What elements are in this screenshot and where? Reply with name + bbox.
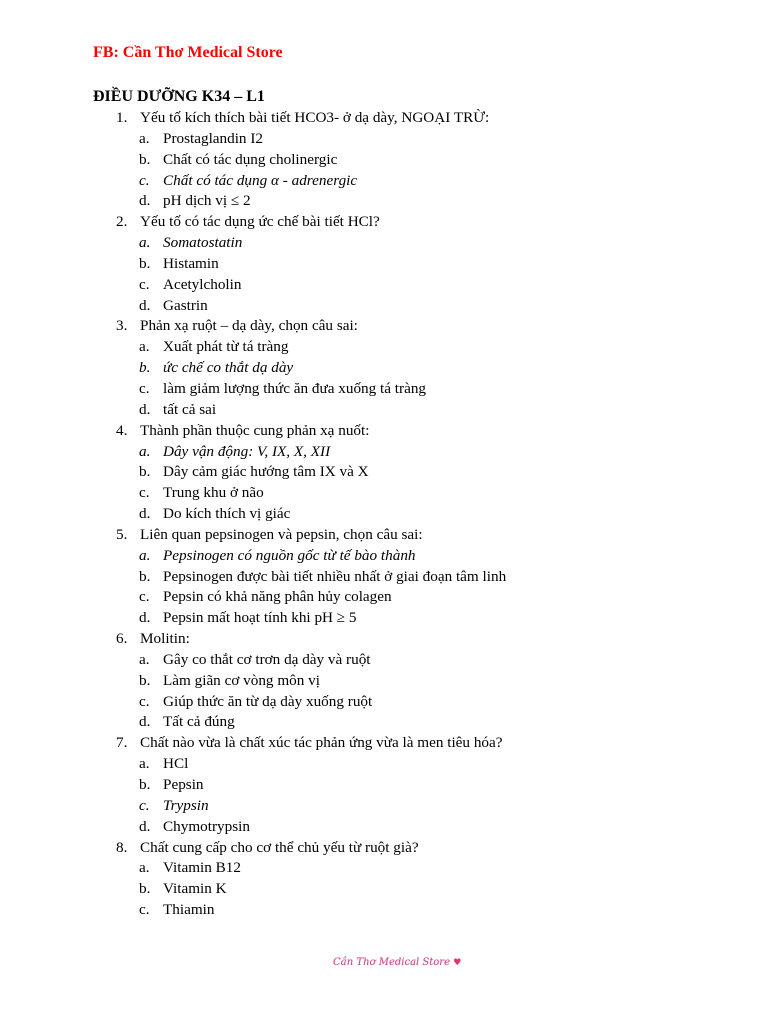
option-letter: b. <box>139 254 151 272</box>
question <box>0 212 768 233</box>
logo-text: Cần Thơ Medical Store <box>333 957 450 968</box>
option-letter: c. <box>139 379 150 397</box>
answer-option <box>0 129 768 150</box>
question-text: Molitin: <box>140 630 190 648</box>
document-title: ĐIỀU DƯỠNG K34 – L1 <box>93 88 265 105</box>
answer-option <box>0 233 768 254</box>
question <box>0 629 768 650</box>
store-logo <box>333 950 462 976</box>
heart-icon: ♥ <box>453 958 462 968</box>
question-text: Chất nào vừa là chất xúc tác phản ứng vừa là men tiêu hóa? <box>140 734 503 752</box>
question <box>0 733 768 754</box>
option-text: Acetylcholin <box>163 275 242 293</box>
answer-option <box>0 254 768 275</box>
answer-option <box>0 671 768 692</box>
option-text: Trypsin <box>163 796 209 814</box>
question <box>0 108 768 129</box>
question-text: Liên quan pepsinogen và pepsin, chọn câu sai: <box>140 525 423 543</box>
option-text: Gây co thắt cơ trơn dạ dày và ruột <box>163 650 371 668</box>
question-number: 5. <box>116 525 128 543</box>
option-text: pH dịch vị ≤ 2 <box>163 192 251 210</box>
option-letter: b. <box>139 150 151 168</box>
answer-option <box>0 754 768 775</box>
answer-option <box>0 567 768 588</box>
question-number: 3. <box>116 317 128 335</box>
option-text: Chất có tác dụng α - adrenergic <box>163 171 358 189</box>
option-text: Thiamin <box>163 901 215 919</box>
answer-option <box>0 796 768 817</box>
answer-option <box>0 483 768 504</box>
answer-option <box>0 712 768 733</box>
option-letter: c. <box>139 171 150 189</box>
option-text: Do kích thích vị giác <box>163 505 291 523</box>
question-number: 2. <box>116 213 128 231</box>
option-text: tất cả sai <box>163 400 217 418</box>
option-letter: c. <box>139 275 150 293</box>
option-letter: b. <box>139 567 151 585</box>
option-letter: c. <box>139 901 150 919</box>
answer-option <box>0 900 768 921</box>
option-text: ức chế co thắt dạ dày <box>163 359 294 377</box>
question <box>0 838 768 859</box>
question <box>0 421 768 442</box>
option-letter: a. <box>139 234 151 252</box>
option-text: Pepsinogen có nguồn gốc từ tế bào thành <box>163 546 416 564</box>
option-letter: c. <box>139 692 150 710</box>
option-letter: a. <box>139 442 151 460</box>
option-letter: c. <box>139 484 150 502</box>
option-letter: a. <box>139 546 151 564</box>
answer-option <box>0 546 768 567</box>
answer-option <box>0 462 768 483</box>
option-text: Pepsin có khả năng phân hủy colagen <box>163 588 392 606</box>
option-text: Gastrin <box>163 296 208 314</box>
question-text: Phản xạ ruột – dạ dày, chọn câu sai: <box>140 317 358 335</box>
answer-option <box>0 400 768 421</box>
question-text: Yếu tố kích thích bài tiết HCO3- ở dạ dày, NGOẠI TRỪ: <box>140 109 490 126</box>
option-letter: d. <box>139 296 151 314</box>
answer-option <box>0 608 768 629</box>
option-text: Pepsin mất hoạt tính khi pH ≥ 5 <box>163 609 357 627</box>
question-text: Yếu tố có tác dụng ức chế bài tiết HCl? <box>140 213 380 231</box>
option-letter: d. <box>139 609 151 627</box>
answer-option <box>0 358 768 379</box>
option-text: Histamin <box>163 254 219 272</box>
answer-option <box>0 171 768 192</box>
option-letter: c. <box>139 796 150 814</box>
option-letter: b. <box>139 463 151 481</box>
option-text: Chymotrypsin <box>163 817 250 835</box>
option-letter: c. <box>139 588 150 606</box>
option-text: Pepsinogen được bài tiết nhiều nhất ở giai đoạn tâm linh <box>163 567 507 585</box>
answer-option <box>0 650 768 671</box>
answer-option <box>0 817 768 838</box>
option-text: Vitamin B12 <box>163 859 241 877</box>
option-text: Xuất phát từ tá tràng <box>163 338 289 356</box>
answer-option <box>0 504 768 525</box>
answer-option <box>0 379 768 400</box>
question-number: 4. <box>116 421 128 439</box>
answer-option <box>0 191 768 212</box>
option-letter: b. <box>139 671 151 689</box>
option-text: Trung khu ở não <box>163 484 264 502</box>
option-text: HCl <box>163 755 189 773</box>
option-letter: a. <box>139 338 150 356</box>
option-text: Chất có tác dụng cholinergic <box>163 150 338 168</box>
question-number: 6. <box>116 630 128 648</box>
answer-option <box>0 150 768 171</box>
answer-option <box>0 858 768 879</box>
answer-option <box>0 879 768 900</box>
question-text: Chất cung cấp cho cơ thể chủ yếu từ ruột già? <box>140 838 419 856</box>
answer-option <box>0 587 768 608</box>
question-number: 1. <box>116 109 128 126</box>
answer-option <box>0 296 768 317</box>
option-letter: d. <box>139 505 151 523</box>
option-letter: a. <box>139 859 150 877</box>
option-text: Làm giãn cơ vòng môn vị <box>163 671 320 689</box>
option-letter: b. <box>139 880 151 898</box>
option-text: Dây vận động: V, IX, X, XII <box>163 442 331 460</box>
question-number: 7. <box>116 734 128 752</box>
option-text: làm giảm lượng thức ăn đưa xuống tá tràng <box>163 379 427 397</box>
option-letter: d. <box>139 400 151 418</box>
option-letter: a. <box>139 129 150 147</box>
option-text: Tất cả đúng <box>163 713 235 731</box>
question-number: 8. <box>116 838 128 856</box>
option-text: Giúp thức ăn từ dạ dày xuống ruột <box>163 692 373 710</box>
answer-option <box>0 442 768 463</box>
question <box>0 525 768 546</box>
question <box>0 316 768 337</box>
answer-option <box>0 337 768 358</box>
answer-option <box>0 775 768 796</box>
option-text: Dây cảm giác hướng tâm IX và X <box>163 463 369 481</box>
option-text: Prostaglandin I2 <box>163 129 263 147</box>
question-list <box>0 108 768 921</box>
option-text: Somatostatin <box>163 234 243 252</box>
option-text: Pepsin <box>163 776 204 793</box>
option-letter: b. <box>139 359 151 377</box>
question-text: Thành phần thuộc cung phản xạ nuốt: <box>140 421 370 439</box>
option-text: Vitamin K <box>163 880 227 898</box>
option-letter: d. <box>139 192 151 210</box>
option-letter: a. <box>139 755 150 773</box>
facebook-header: FB: Cần Thơ Medical Store <box>93 44 283 61</box>
option-letter: d. <box>139 713 151 731</box>
option-letter: d. <box>139 817 151 835</box>
answer-option <box>0 275 768 296</box>
option-letter: a. <box>139 650 150 668</box>
answer-option <box>0 692 768 713</box>
option-letter: b. <box>139 776 151 793</box>
